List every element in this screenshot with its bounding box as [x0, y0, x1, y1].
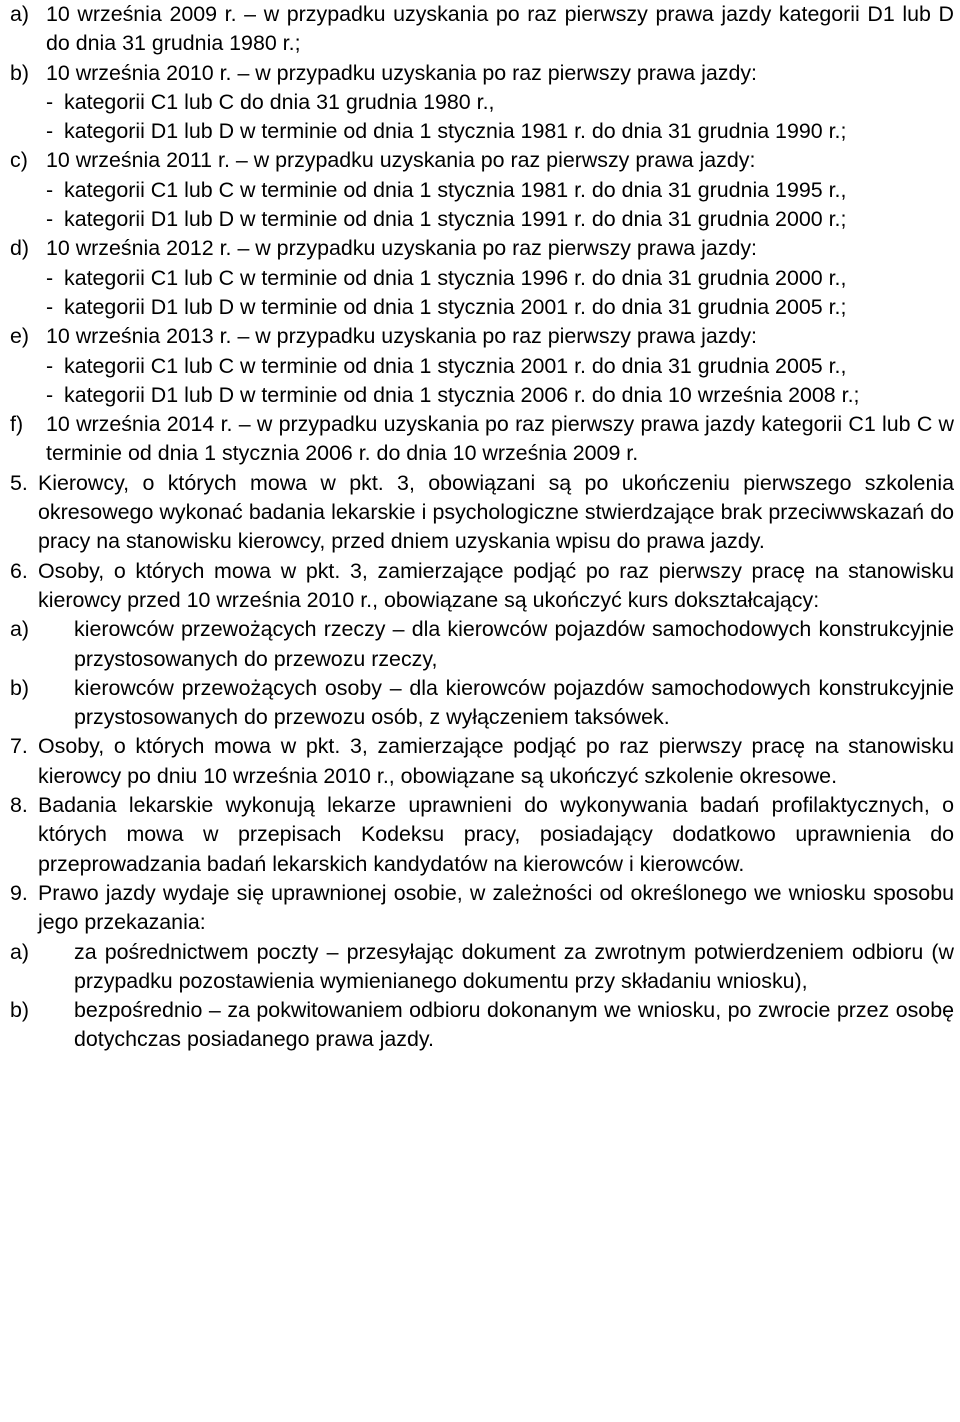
sub-item-text: kategorii C1 lub C w terminie od dnia 1 stycznia 1981 r. do dnia 31 grudnia 1995 r., [64, 177, 847, 202]
sub-item: - kategorii D1 lub D w terminie od dnia 1 stycznia 1991 r. do dnia 31 grudnia 2000 r.; [46, 205, 954, 234]
point-text: Kierowcy, o których mowa w pkt. 3, obowiązani są po ukończeniu pierwszego szkolenia okresowego wykonać badania lekarskie i psychologiczne stwierdzające brak przeciwwskazań do pracy na stanowisku kierowcy, przed dniem uzyskania wpisu do prawa jazdy. [38, 470, 954, 554]
sub-item: - kategorii C1 lub C do dnia 31 grudnia 1980 r., [46, 88, 954, 117]
item-text: 10 września 2010 r. – w przypadku uzyskania po raz pierwszy prawa jazdy: [46, 60, 757, 85]
sub-item: - kategorii D1 lub D w terminie od dnia 1 stycznia 1981 r. do dnia 31 grudnia 1990 r.; [46, 117, 954, 146]
top-list [10, 0, 954, 469]
point-9-sub-b [10, 996, 954, 1055]
point-text: Prawo jazdy wydaje się uprawnionej osobie, w zależności od określonego we wniosku sposobu jego przekazania: [38, 880, 954, 935]
point-text: Osoby, o których mowa w pkt. 3, zamierzające podjąć po raz pierwszy pracę na stanowisku kierowcy po dniu 10 września 2010 r., obowiązane są ukończyć szkolenie okresowe. [38, 734, 954, 788]
item-text: 10 września 2011 r. – w przypadku uzyskania po raz pierwszy prawa jazdy: [46, 148, 756, 173]
sub-item-text: kategorii C1 lub C w terminie od dnia 1 stycznia 1996 r. do dnia 31 grudnia 2000 r., [64, 265, 847, 290]
point-number: 7. [10, 734, 28, 759]
sub-item-text: kategorii D1 lub D w terminie od dnia 1 stycznia 1981 r. do dnia 31 grudnia 1990 r.; [64, 119, 847, 144]
sub-item-text: kategorii D1 lub D w terminie od dnia 1 stycznia 1991 r. do dnia 31 grudnia 2000 r.; [64, 207, 847, 232]
point-6-sub-a [10, 615, 954, 674]
point-text: Badania lekarskie wykonują lekarze uprawnieni do wykonywania badań profilaktycznych, o których mowa w przepisach Kodeksu pracy, posiadający dodatkowo uprawnienia do przeprowadzania badań lekarskich kandydatów na kierowców i kierowców. [38, 793, 954, 876]
sub-label: b) [10, 675, 30, 700]
point-6 [10, 557, 954, 733]
point-number: 6. [10, 558, 28, 583]
list-item-f [10, 410, 954, 469]
sub-item: - kategorii C1 lub C w terminie od dnia 1 stycznia 2001 r. do dnia 31 grudnia 2005 r., [46, 352, 954, 381]
sub-item: - kategorii D1 lub D w terminie od dnia 1 stycznia 2001 r. do dnia 31 grudnia 2005 r.; [46, 293, 954, 322]
sub-label: b) [10, 998, 30, 1023]
sub-item-text: kategorii C1 lub C w terminie od dnia 1 stycznia 2001 r. do dnia 31 grudnia 2005 r., [64, 353, 847, 378]
point-9-sub-a [10, 938, 954, 997]
list-item-d [10, 234, 954, 322]
sub-label: a) [10, 939, 30, 964]
list-item-a [10, 0, 954, 59]
sub-text: kierowców przewożących rzeczy – dla kierowców pojazdów samochodowych konstrukcyjnie przystosowanych do przewozu rzeczy, [74, 617, 954, 671]
point-6-sub-b [10, 674, 954, 733]
item-text: 10 września 2014 r. – w przypadku uzyskania po raz pierwszy prawa jazdy kategorii C1 lub C w terminie od dnia 1 stycznia 2006 r. do dnia 10 września 2009 r. [46, 412, 954, 466]
item-text: 10 września 2013 r. – w przypadku uzyskania po raz pierwszy prawa jazdy: [46, 324, 757, 349]
item-label: e) [10, 324, 30, 349]
item-label: a) [10, 2, 30, 26]
item-text: 10 września 2012 r. – w przypadku uzyskania po raz pierwszy prawa jazdy: [46, 236, 757, 261]
list-item-c [10, 146, 954, 234]
item-text: 10 września 2009 r. – w przypadku uzyskania po raz pierwszy prawa jazdy kategorii D1 lub D do dnia 31 grudnia 1980 r.; [46, 2, 954, 56]
sub-text: bezpośrednio – za pokwitowaniem odbioru dokonanym we wniosku, po zwrocie przez osobę dotychczas posiadanego prawa jazdy. [74, 998, 954, 1052]
sub-text: za pośrednictwem poczty – przesyłając dokument za zwrotnym potwierdzeniem odbioru (w przypadku pozostawienia wymienianego dokumentu przy składaniu wniosku), [74, 939, 954, 993]
sub-label: a) [10, 617, 30, 642]
point-7 [10, 732, 954, 791]
point-8 [10, 791, 954, 879]
item-label: c) [10, 148, 28, 173]
list-item-e [10, 322, 954, 410]
list-item-b [10, 59, 954, 147]
numbered-list [10, 469, 954, 1055]
sub-item-text: kategorii D1 lub D w terminie od dnia 1 stycznia 2001 r. do dnia 31 grudnia 2005 r.; [64, 294, 847, 319]
point-number: 8. [10, 793, 28, 818]
point-text: Osoby, o których mowa w pkt. 3, zamierzające podjąć po raz pierwszy pracę na stanowisku kierowcy przed 10 września 2010 r., obowiązane są ukończyć kurs dokształcający: [38, 558, 954, 612]
sub-item: - kategorii D1 lub D w terminie od dnia 1 stycznia 2006 r. do dnia 10 września 2008 r.; [46, 381, 954, 410]
sub-item: - kategorii C1 lub C w terminie od dnia 1 stycznia 1981 r. do dnia 31 grudnia 1995 r., [46, 176, 954, 205]
point-5 [10, 469, 954, 557]
point-number: 5. [10, 470, 28, 495]
sub-item-text: kategorii C1 lub C do dnia 31 grudnia 1980 r., [64, 89, 495, 114]
sub-item-text: kategorii D1 lub D w terminie od dnia 1 stycznia 2006 r. do dnia 10 września 2008 r.; [64, 382, 860, 407]
point-9 [10, 879, 954, 1055]
sub-item: - kategorii C1 lub C w terminie od dnia 1 stycznia 1996 r. do dnia 31 grudnia 2000 r., [46, 264, 954, 293]
item-label: d) [10, 236, 30, 261]
sub-text: kierowców przewożących osoby – dla kierowców pojazdów samochodowych konstrukcyjnie przystosowanych do przewozu osób, z wyłączeniem taksówek. [74, 675, 954, 730]
item-label: f) [10, 412, 24, 437]
point-number: 9. [10, 880, 28, 905]
item-label: b) [10, 60, 30, 85]
